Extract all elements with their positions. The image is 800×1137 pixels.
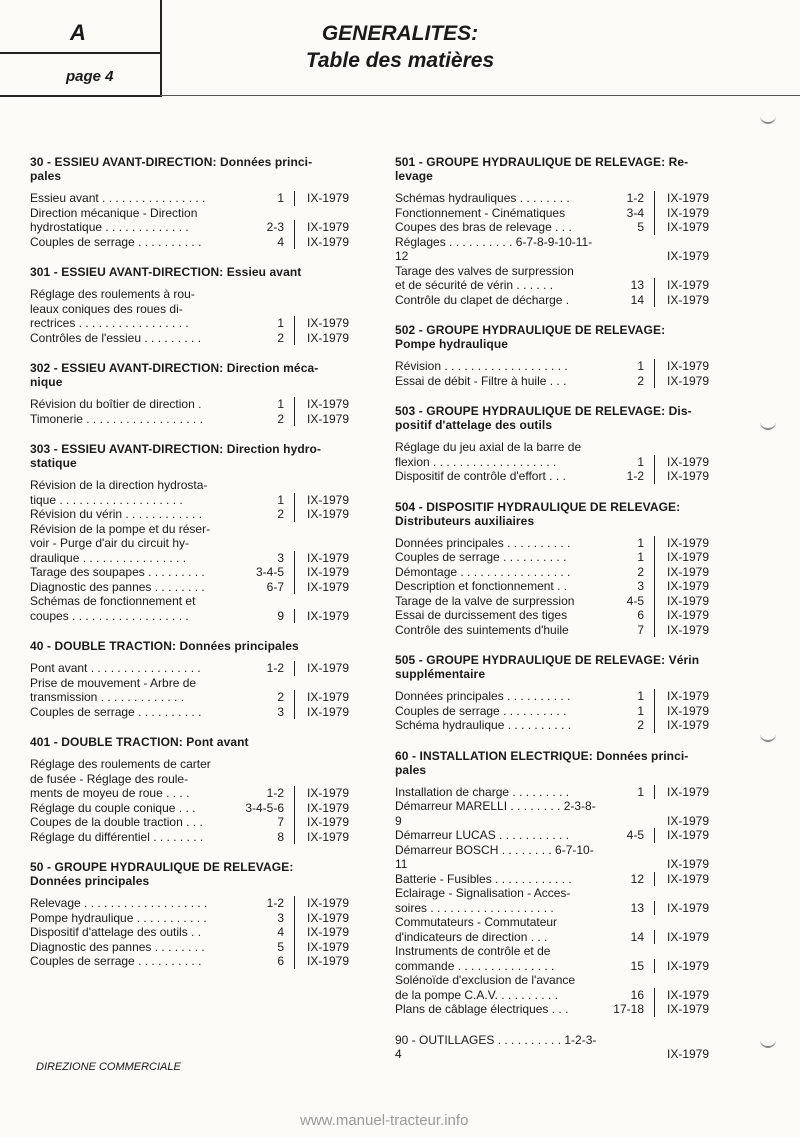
toc-section bbox=[395, 323, 723, 388]
entry-date: IX-1979 bbox=[667, 535, 710, 550]
toc-section bbox=[30, 155, 365, 249]
entry-name: Dispositif de contrôle d'effort . . . bbox=[395, 469, 566, 483]
entry-date: IX-1979 bbox=[307, 815, 350, 829]
entry-name: Pont avant . . . . . . . . . . . . . . . . . bbox=[30, 661, 201, 675]
entry-name: Diagnostic des pannes . . . . . . . . bbox=[30, 579, 205, 594]
toc-entry bbox=[30, 815, 365, 830]
entry-name: Essieu avant . . . . . . . . . . . . . . . . bbox=[30, 191, 206, 205]
entry-date: IX-1979 bbox=[667, 900, 710, 915]
entry-date: IX-1979 bbox=[667, 205, 710, 220]
binder-hole bbox=[760, 112, 776, 124]
entry-name: Installation de charge . . . . . . . . . bbox=[395, 784, 570, 799]
entry-date: IX-1979 bbox=[307, 220, 350, 234]
entry-page: 2 bbox=[597, 565, 655, 580]
entry-page: 17-18 bbox=[597, 1002, 655, 1017]
entry-page: 12 bbox=[597, 872, 655, 887]
entry-date: IX-1979 bbox=[667, 857, 710, 871]
entry-page: 1 bbox=[597, 689, 655, 704]
header-separator bbox=[0, 52, 160, 54]
entry-date: IX-1979 bbox=[667, 703, 710, 718]
entry-date: IX-1979 bbox=[667, 249, 710, 263]
entry-name: Tarage des valves de surpression et de sécurité de vérin . . . . . . bbox=[395, 263, 574, 292]
entry-date: IX-1979 bbox=[667, 278, 710, 292]
toc-entry bbox=[395, 799, 723, 828]
entry-name: Révision . . . . . . . . . . . . . . . . . . . bbox=[395, 359, 568, 373]
entry-date: IX-1979 bbox=[307, 507, 350, 521]
entry-page: 8 bbox=[233, 830, 295, 845]
entry-page: 2 bbox=[597, 374, 655, 389]
toc-entry bbox=[30, 676, 365, 705]
entry-page: 4-5 bbox=[597, 828, 655, 843]
entry-date: IX-1979 bbox=[307, 925, 350, 939]
entry-date: IX-1979 bbox=[307, 550, 350, 565]
entry-name: Révision de la pompe et du réser- voir - Purge d'air du circuit hy- draulique . . . . . . . . . . . . . . . . bbox=[30, 521, 211, 565]
entry-date: IX-1979 bbox=[307, 910, 350, 925]
section-title: 504 - DISPOSITIF HYDRAULIQUE DE RELEVAGE: Distributeurs auxiliaires bbox=[395, 499, 681, 528]
toc-entry bbox=[30, 235, 365, 250]
entry-page: 5 bbox=[597, 220, 655, 235]
page-number: page 4 bbox=[66, 68, 114, 85]
entry-name: Couples de serrage . . . . . . . . . . bbox=[395, 550, 567, 564]
entry-date: IX-1979 bbox=[307, 829, 350, 844]
entry-name: Timonerie . . . . . . . . . . . . . . . . . . bbox=[30, 411, 203, 426]
entry-date: IX-1979 bbox=[667, 987, 710, 1002]
toc-entry bbox=[395, 689, 723, 704]
toc-entry bbox=[395, 235, 723, 264]
entry-name: Réglages . . . . . . . . . . 6-7-8-9-10-11-12 bbox=[395, 234, 593, 263]
entry-name: Description et fonctionnement . . bbox=[395, 579, 568, 593]
entry-page: 6-7 bbox=[233, 580, 295, 595]
entry-date: IX-1979 bbox=[667, 550, 710, 564]
toc-entry bbox=[30, 757, 365, 801]
toc-entry bbox=[395, 608, 723, 623]
entry-page: 4-5 bbox=[597, 594, 655, 609]
toc-entry bbox=[395, 293, 723, 308]
toc-section bbox=[30, 265, 365, 345]
entry-page: 1 bbox=[233, 397, 295, 412]
toc-entry bbox=[395, 220, 723, 235]
toc-entry bbox=[395, 785, 723, 800]
entry-name: Dispositif d'attelage des outils . . bbox=[30, 925, 202, 939]
toc-entry bbox=[395, 469, 723, 484]
entry-page: 1-2 bbox=[233, 896, 295, 911]
section-title: 503 - GROUPE HYDRAULIQUE DE RELEVAGE: Dis- positif d'attelage des outils bbox=[395, 404, 692, 432]
entry-page: 3-4-5-6 bbox=[233, 801, 295, 816]
section-title: 505 - GROUPE HYDRAULIQUE DE RELEVAGE: Vérin supplémentaire bbox=[395, 653, 700, 681]
entry-name: Démontage . . . . . . . . . . . . . . . . . bbox=[395, 564, 571, 579]
toc-section bbox=[30, 361, 365, 426]
toc-section bbox=[30, 735, 365, 844]
entry-date: IX-1979 bbox=[667, 469, 710, 483]
entry-date: IX-1979 bbox=[667, 593, 710, 608]
entry-date: IX-1979 bbox=[667, 828, 710, 842]
entry-date: IX-1979 bbox=[667, 579, 710, 593]
toc-entry bbox=[395, 886, 723, 915]
entry-name: Batterie - Fusibles . . . . . . . . . . . . bbox=[395, 871, 572, 886]
toc-section bbox=[395, 653, 723, 733]
entry-date: IX-1979 bbox=[307, 954, 350, 968]
title-line-1: GENERALITES: bbox=[321, 22, 479, 45]
entry-page: 13 bbox=[597, 278, 655, 293]
entry-page: 1-2 bbox=[233, 786, 295, 801]
section-letter: A bbox=[70, 20, 86, 45]
toc-entry bbox=[395, 440, 723, 469]
entry-name: Couples de serrage . . . . . . . . . . bbox=[395, 703, 567, 718]
entry-date: IX-1979 bbox=[667, 1047, 710, 1061]
entry-name: Pompe hydraulique . . . . . . . . . . . bbox=[30, 910, 207, 925]
entry-name: Contrôle du clapet de décharge . bbox=[395, 292, 570, 307]
entry-page: 14 bbox=[597, 293, 655, 308]
entry-page: 2 bbox=[233, 331, 295, 346]
entry-page: 3 bbox=[233, 705, 295, 720]
entry-name: Commutateurs - Commutateur d'indicateurs de direction . . . bbox=[395, 915, 558, 944]
entry-name: Plans de câblage électriques . . . bbox=[395, 1002, 569, 1016]
entry-page: 7 bbox=[233, 815, 295, 830]
entry-page: 1-2 bbox=[233, 661, 295, 676]
entry-date: IX-1979 bbox=[667, 373, 710, 388]
entry-date: IX-1979 bbox=[667, 191, 710, 205]
entry-date: IX-1979 bbox=[307, 191, 350, 205]
section-title: 50 - GROUPE HYDRAULIQUE DE RELEVAGE: Données principales bbox=[30, 860, 294, 888]
entry-date: IX-1979 bbox=[667, 689, 710, 703]
entry-page: 16 bbox=[597, 988, 655, 1003]
entry-page: 2 bbox=[233, 412, 295, 427]
entry-page: 1 bbox=[233, 493, 295, 508]
entry-page: 3 bbox=[597, 579, 655, 594]
entry-name: Réglage des roulements de carter de fusée - Réglage des roule- ments de moyeu de roue . . . . bbox=[30, 757, 211, 800]
entry-name: Révision de la direction hydrosta- tique . . . . . . . . . . . . . . . . . . . bbox=[30, 478, 208, 507]
toc-entry bbox=[395, 579, 723, 594]
entry-date: IX-1979 bbox=[307, 397, 350, 411]
entry-name: Contrôle des suintements d'huile bbox=[395, 622, 569, 637]
section-title: 302 - ESSIEU AVANT-DIRECTION: Direction méca- nique bbox=[30, 361, 319, 389]
toc-entry bbox=[30, 565, 365, 580]
toc-entry bbox=[30, 594, 365, 623]
entry-name: Essai de débit - Filtre à huile . . . bbox=[395, 373, 567, 388]
section-title: 401 - DOUBLE TRACTION: Pont avant bbox=[30, 735, 249, 749]
entry-name: Couples de serrage . . . . . . . . . . bbox=[30, 704, 202, 719]
entry-page: 2 bbox=[233, 507, 295, 522]
toc-entry bbox=[30, 287, 365, 331]
toc-entry bbox=[30, 911, 365, 926]
section-title: 40 - DOUBLE TRACTION: Données principales bbox=[30, 639, 299, 653]
entry-date: IX-1979 bbox=[307, 579, 350, 594]
entry-date: IX-1979 bbox=[667, 564, 710, 579]
toc-entry bbox=[395, 594, 723, 609]
entry-date: IX-1979 bbox=[667, 622, 710, 637]
entry-date: IX-1979 bbox=[667, 784, 710, 799]
binder-hole bbox=[760, 418, 776, 430]
toc-entry bbox=[395, 536, 723, 551]
entry-page: 3-4-5 bbox=[233, 565, 295, 580]
entry-page: 1-2 bbox=[597, 469, 655, 484]
entry-name: Démarreur LUCAS . . . . . . . . . . . bbox=[395, 828, 570, 842]
toc-entry bbox=[395, 843, 723, 872]
toc-entry bbox=[395, 1033, 723, 1062]
section-title: 30 - ESSIEU AVANT-DIRECTION: Données princi- pales bbox=[30, 155, 313, 183]
entry-page: 1 bbox=[597, 550, 655, 565]
entry-name: Démarreur BOSCH . . . . . . . . 6-7-10-11 bbox=[395, 842, 594, 871]
entry-page: 2 bbox=[597, 718, 655, 733]
toc-section bbox=[30, 639, 365, 719]
entry-page: 4 bbox=[233, 925, 295, 940]
entry-name: Coupes des bras de relevage . . . bbox=[395, 220, 572, 234]
toc-entry bbox=[30, 331, 365, 346]
right-column bbox=[395, 155, 723, 1078]
toc-entry bbox=[395, 359, 723, 374]
entry-name: Essai de durcissement des tiges bbox=[395, 608, 568, 622]
watermark: www.manuel-tracteur.info bbox=[300, 1112, 469, 1129]
toc-entry bbox=[30, 580, 365, 595]
entry-page: 1-2 bbox=[597, 191, 655, 206]
entry-date: IX-1979 bbox=[667, 292, 710, 307]
toc-entry bbox=[395, 623, 723, 638]
binder-hole bbox=[760, 1036, 776, 1048]
entry-page: 6 bbox=[233, 954, 295, 969]
toc-entry bbox=[30, 478, 365, 507]
entry-name: Données principales . . . . . . . . . . bbox=[395, 535, 571, 550]
page-title bbox=[230, 20, 570, 74]
entry-date: IX-1979 bbox=[307, 661, 350, 675]
toc-entry bbox=[30, 925, 365, 940]
entry-date: IX-1979 bbox=[667, 929, 710, 944]
entry-name: Données principales . . . . . . . . . . bbox=[395, 689, 571, 703]
entry-name: Schémas hydrauliques . . . . . . . . bbox=[395, 191, 570, 205]
entry-name: Réglage du couple conique . . . bbox=[30, 800, 196, 815]
entry-date: IX-1979 bbox=[667, 813, 710, 828]
entry-date: IX-1979 bbox=[307, 411, 350, 426]
section-title: 301 - ESSIEU AVANT-DIRECTION: Essieu avant bbox=[30, 265, 302, 279]
toc-entry bbox=[395, 191, 723, 206]
entry-date: IX-1979 bbox=[667, 220, 710, 234]
entry-date: IX-1979 bbox=[307, 704, 350, 719]
entry-date: IX-1979 bbox=[667, 958, 710, 973]
entry-name: Relevage . . . . . . . . . . . . . . . . . . . bbox=[30, 896, 208, 910]
toc-entry bbox=[395, 206, 723, 221]
toc-entry bbox=[30, 940, 365, 955]
entry-name: Instruments de contrôle et de commande . . . . . . . . . . . . . . . bbox=[395, 944, 555, 973]
entry-page: 3 bbox=[233, 551, 295, 566]
toc-section bbox=[30, 860, 365, 969]
toc-entry bbox=[395, 718, 723, 733]
section-title: 303 - ESSIEU AVANT-DIRECTION: Direction hydro- statique bbox=[30, 442, 322, 470]
left-column bbox=[30, 155, 365, 985]
toc-entry bbox=[30, 522, 365, 566]
entry-date: IX-1979 bbox=[307, 565, 350, 579]
toc-entry bbox=[30, 191, 365, 206]
entry-page: 1 bbox=[597, 785, 655, 800]
entry-date: IX-1979 bbox=[667, 608, 710, 622]
toc-entry bbox=[395, 944, 723, 973]
toc-entry bbox=[30, 801, 365, 816]
entry-name: Schéma hydraulique . . . . . . . . . . bbox=[395, 718, 572, 732]
section-title: 60 - INSTALLATION ELECTRIQUE: Données princi- pales bbox=[395, 748, 689, 777]
entry-name: Prise de mouvement - Arbre de transmission . . . . . . . . . . . . . bbox=[30, 675, 197, 704]
entry-date: IX-1979 bbox=[307, 800, 350, 815]
entry-name: Contrôles de l'essieu . . . . . . . . . bbox=[30, 330, 202, 345]
header-rule bbox=[160, 95, 800, 96]
toc-section bbox=[395, 155, 723, 307]
toc-entry bbox=[395, 264, 723, 293]
toc-entry bbox=[30, 206, 365, 235]
entry-name: Eclairage - Signalisation - Acces- soires . . . . . . . . . . . . . . . . . . . bbox=[395, 886, 571, 915]
toc-entry bbox=[30, 397, 365, 412]
entry-page: 1 bbox=[597, 704, 655, 719]
entry-page: 15 bbox=[597, 959, 655, 974]
entry-name: Tarage des soupapes . . . . . . . . . bbox=[30, 565, 205, 579]
entry-date: IX-1979 bbox=[307, 492, 350, 507]
entry-page: 13 bbox=[597, 901, 655, 916]
toc-section bbox=[395, 404, 723, 484]
toc-entry bbox=[395, 550, 723, 565]
entry-name: Tarage de la valve de surpression bbox=[395, 593, 575, 608]
toc-entry bbox=[395, 915, 723, 944]
entry-page: 2 bbox=[233, 690, 295, 705]
toc-entry bbox=[30, 661, 365, 676]
toc-entry bbox=[395, 565, 723, 580]
entry-name: Couples de serrage . . . . . . . . . . bbox=[30, 234, 202, 249]
entry-name: Couples de serrage . . . . . . . . . . bbox=[30, 954, 202, 968]
entry-date: IX-1979 bbox=[667, 871, 710, 886]
entry-date: IX-1979 bbox=[307, 316, 350, 330]
entry-page: 5 bbox=[233, 940, 295, 955]
entry-name: Solénoïde d'exclusion de l'avance de la pompe C.A.V. . . . . . . . . . bbox=[395, 973, 576, 1002]
entry-name: Coupes de la double traction . . . bbox=[30, 815, 203, 829]
toc-entry bbox=[30, 830, 365, 845]
toc-section bbox=[395, 1033, 723, 1062]
toc-entry bbox=[30, 954, 365, 969]
toc-section bbox=[395, 749, 723, 1017]
entry-page: 3-4 bbox=[597, 206, 655, 221]
entry-name: Diagnostic des pannes . . . . . . . . bbox=[30, 939, 205, 954]
entry-date: IX-1979 bbox=[307, 234, 350, 249]
entry-date: IX-1979 bbox=[307, 690, 350, 704]
toc-entry bbox=[395, 374, 723, 389]
entry-page: 4 bbox=[233, 235, 295, 250]
entry-name: Démarreur MARELLI . . . . . . . . 2-3-8-9 bbox=[395, 799, 596, 828]
entry-page: 1 bbox=[597, 359, 655, 374]
title-line-2: Table des matières bbox=[305, 49, 495, 72]
entry-date: IX-1979 bbox=[667, 718, 710, 732]
toc-section bbox=[395, 500, 723, 638]
entry-page: 6 bbox=[597, 608, 655, 623]
entry-name: Réglage des roulements à rou- leaux coniques des roues di- rectrices . . . . . . . . . . . . . . . . . bbox=[30, 287, 195, 330]
section-title: 501 - GROUPE HYDRAULIQUE DE RELEVAGE: Re- levage bbox=[395, 155, 689, 183]
entry-name: Schémas de fonctionnement et coupes . . . . . . . . . . . . . . . . . . bbox=[30, 594, 196, 623]
entry-name: Révision du vérin . . . . . . . . . . . . bbox=[30, 507, 203, 521]
entry-page: 1 bbox=[233, 191, 295, 206]
section-title: 502 - GROUPE HYDRAULIQUE DE RELEVAGE: Pompe hydraulique bbox=[395, 323, 666, 351]
toc-entry bbox=[30, 705, 365, 720]
entry-date: IX-1979 bbox=[307, 608, 350, 623]
entry-date: IX-1979 bbox=[307, 330, 350, 345]
entry-name: Révision du boîtier de direction . bbox=[30, 397, 202, 411]
footer-text: DIREZIONE COMMERCIALE bbox=[36, 1061, 181, 1073]
entry-page: 2-3 bbox=[233, 220, 295, 235]
toc-entry bbox=[395, 1002, 723, 1017]
toc-section bbox=[30, 442, 365, 623]
toc-entry bbox=[30, 896, 365, 911]
toc-entry bbox=[30, 412, 365, 427]
entry-name: 90 - OUTILLAGES . . . . . . . . . . 1-2-3-4 bbox=[395, 1032, 597, 1061]
entry-date: IX-1979 bbox=[307, 896, 350, 910]
entry-name: Direction mécanique - Direction hydrostatique . . . . . . . . . . . . . bbox=[30, 205, 198, 234]
entry-name: Fonctionnement - Cinématiques bbox=[395, 205, 566, 220]
toc-entry bbox=[395, 828, 723, 843]
entry-date: IX-1979 bbox=[667, 454, 710, 469]
toc-entry bbox=[395, 704, 723, 719]
entry-name: Réglage du différentiel . . . . . . . . bbox=[30, 829, 204, 844]
entry-date: IX-1979 bbox=[307, 939, 350, 954]
entry-date: IX-1979 bbox=[667, 359, 710, 373]
entry-page: 9 bbox=[233, 609, 295, 624]
entry-date: IX-1979 bbox=[307, 786, 350, 800]
entry-name: Réglage du jeu axial de la barre de flexion . . . . . . . . . . . . . . . . . . . bbox=[395, 440, 582, 469]
entry-page: 7 bbox=[597, 623, 655, 638]
entry-page: 1 bbox=[597, 536, 655, 551]
entry-page: 3 bbox=[233, 911, 295, 926]
entry-date: IX-1979 bbox=[667, 1002, 710, 1016]
toc-entry bbox=[395, 973, 723, 1002]
entry-page: 1 bbox=[597, 455, 655, 470]
entry-page: 1 bbox=[233, 316, 295, 331]
toc-entry bbox=[395, 872, 723, 887]
binder-hole bbox=[760, 730, 776, 742]
entry-page: 14 bbox=[597, 930, 655, 945]
toc-entry bbox=[30, 507, 365, 522]
